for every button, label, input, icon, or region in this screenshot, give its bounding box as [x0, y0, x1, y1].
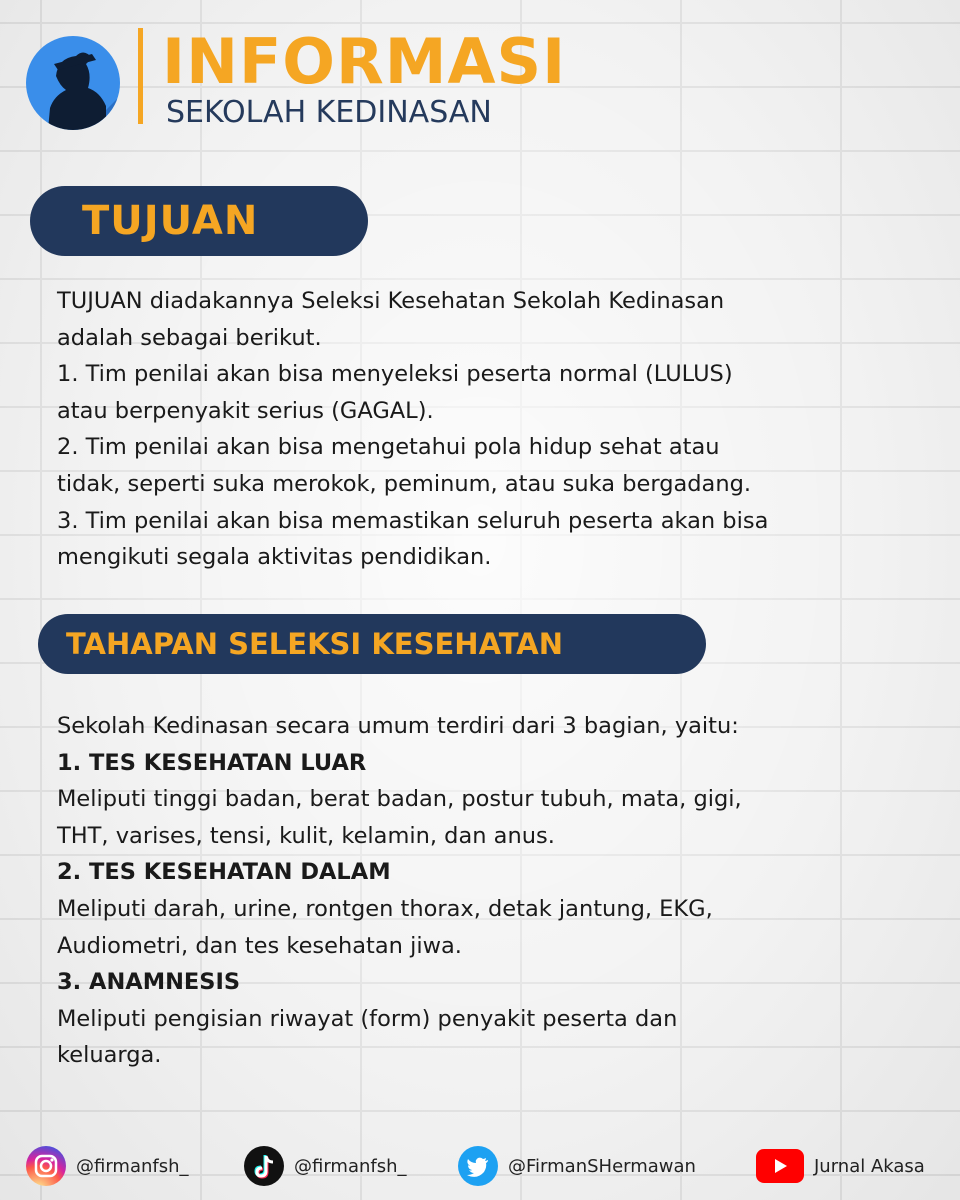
tahapan-item-line: THT, varises, tensi, kulit, kelamin, dan anus. — [57, 822, 555, 849]
tahapan-item-line: Meliputi pengisian riwayat (form) penyakit peserta dan — [57, 1005, 678, 1032]
tahapan-item-title: 1. TES KESEHATAN LUAR — [57, 749, 367, 776]
tujuan-line: tidak, seperti suka merokok, peminum, atau suka bergadang. — [57, 470, 752, 497]
header — [26, 25, 726, 138]
instagram-icon — [26, 1146, 66, 1186]
tahapan-item-line: keluarga. — [57, 1042, 162, 1069]
tiktok-label: @firmanfsh_ — [294, 1155, 407, 1177]
twitter-icon — [458, 1146, 498, 1186]
instagram-label: @firmanfsh_ — [76, 1155, 189, 1177]
twitter-label: @FirmanSHermawan — [508, 1155, 696, 1177]
tujuan-line: mengikuti segala aktivitas pendidikan. — [57, 544, 492, 571]
tahapan-item-line: Meliputi tinggi badan, berat badan, postur tubuh, mata, gigi, — [57, 786, 742, 813]
tahapan-intro: Sekolah Kedinasan secara umum terdiri dari 3 bagian, yaitu: — [57, 713, 739, 739]
tujuan-line: TUJUAN diadakannya Seleksi Kesehatan Sekolah Kedinasan — [57, 288, 725, 314]
tujuan-line: adalah sebagai berikut. — [57, 324, 322, 351]
tahapan-item-line: Audiometri, dan tes kesehatan jiwa. — [57, 932, 462, 959]
tujuan-line: 2. Tim penilai akan bisa mengetahui pola hidup sehat atau — [57, 434, 720, 461]
tahapan-item-title: 3. ANAMNESIS — [57, 969, 241, 996]
youtube-channel[interactable] — [756, 1144, 925, 1188]
tahapan-body — [57, 708, 742, 1074]
youtube-icon — [756, 1149, 804, 1183]
page-title: INFORMASI — [162, 25, 567, 98]
tujuan-body — [57, 283, 768, 576]
tujuan-line: 1. Tim penilai akan bisa menyeleksi peserta normal (LULUS) — [57, 361, 733, 388]
social-footer — [0, 1144, 960, 1188]
page-subtitle: SEKOLAH KEDINASAN — [166, 95, 492, 130]
tujuan-line: atau berpenyakit serius (GAGAL). — [57, 397, 434, 424]
tahapan-item-line: Meliputi darah, urine, rontgen thorax, detak jantung, EKG, — [57, 895, 713, 922]
section-heading-tahapan — [38, 614, 706, 674]
instagram-handle[interactable] — [26, 1144, 189, 1188]
youtube-label: Jurnal Akasa — [814, 1155, 925, 1177]
tujuan-line: 3. Tim penilai akan bisa memastikan seluruh peserta akan bisa — [57, 507, 769, 534]
tiktok-icon — [244, 1146, 284, 1186]
section-heading-label: TUJUAN — [82, 198, 259, 244]
section-heading-label: TAHAPAN SELEKSI KESEHATAN — [66, 627, 564, 661]
twitter-handle[interactable] — [458, 1144, 696, 1188]
header-divider — [138, 28, 143, 124]
student-silhouette-logo-icon — [26, 36, 120, 130]
tahapan-item-title: 2. TES KESEHATAN DALAM — [57, 859, 391, 886]
section-heading-tujuan — [30, 186, 368, 256]
tiktok-handle[interactable] — [244, 1144, 407, 1188]
